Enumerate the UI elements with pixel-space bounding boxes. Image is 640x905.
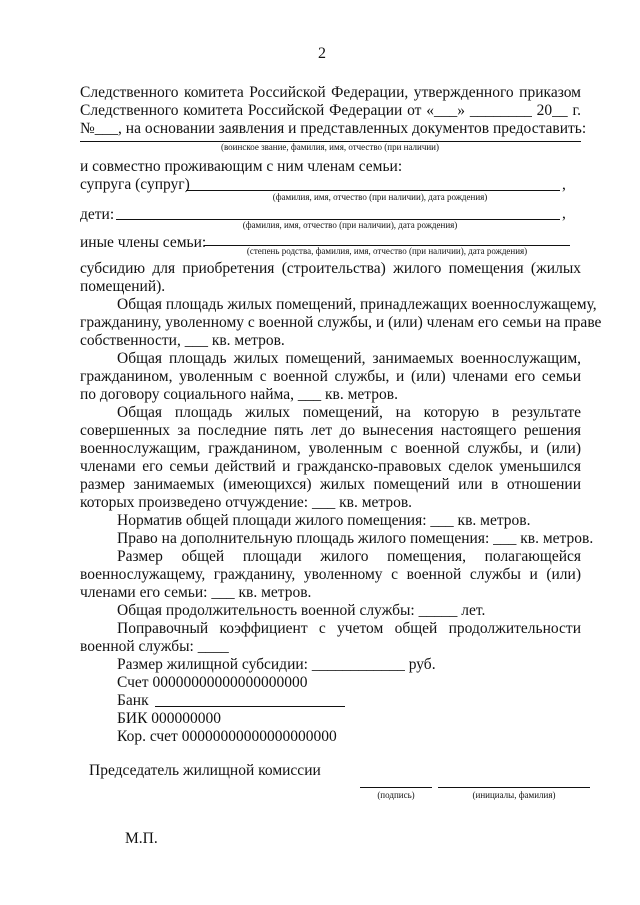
other-members-label: иные члены семьи:: [80, 234, 207, 251]
text-line: Счет 00000000000000000000: [117, 674, 308, 691]
text-line: Следственного комитета Российской Федерации от «___» ________ 20__ г.: [80, 102, 581, 119]
text-line: Размер общей площади жилого помещения, полагающейся: [117, 548, 581, 565]
signature-field[interactable]: [360, 787, 432, 788]
text-line: №___, на основании заявления и представленных документов предоставить:: [80, 120, 587, 137]
bank-label: Банк: [117, 692, 149, 709]
text-line: Общая площадь жилых помещений, принадлежащих военнослужащему,: [117, 296, 597, 313]
text-line: Общая площадь жилых помещений, занимаемых военнослужащим,: [117, 350, 581, 367]
text-line: Норматив общей площади жилого помещения: ___ кв. метров.: [117, 512, 531, 529]
text-line: военнослужащим, гражданином, уволенным с военной службы, и (или): [80, 440, 581, 457]
text-line: Общая площадь жилых помещений, на которую в результате: [117, 404, 581, 421]
text-line: БИК 000000000: [117, 710, 222, 727]
spouse-caption: (фамилия, имя, отчество (при наличии), дата рождения): [272, 192, 488, 202]
text-line: Поправочный коэффициент с учетом общей продолжительности: [117, 620, 581, 637]
text-line: по договору социального найма, ___ кв. метров.: [80, 386, 398, 403]
initials-field[interactable]: [438, 787, 590, 788]
text-line: размер занимаемых (имеющихся) жилых помещений или в отношении: [80, 476, 581, 493]
page-number: 2: [318, 45, 326, 62]
text-line: помещений).: [80, 278, 166, 295]
text-line: Право на дополнительную площадь жилого помещения: ___ кв. метров.: [117, 530, 594, 547]
other-members-caption: (степень родства, фамилия, имя, отчество (при наличии), дата рождения): [246, 246, 528, 256]
text-line: и совместно проживающим с ним членам семьи:: [80, 158, 403, 175]
text-line: которых произведено отчуждение: ___ кв. метров.: [80, 494, 413, 511]
comma: ,: [562, 176, 566, 193]
stamp-place: М.П.: [125, 830, 158, 847]
text-line: совершенных за последние пять лет до вынесения настоящего решения: [80, 422, 581, 439]
text-line: членами его семьи: ___ кв. метров.: [80, 584, 312, 601]
text-line: военнослужащему, гражданину, уволенному с военной службы и (или): [80, 566, 581, 583]
rank-name-caption: (воинское звание, фамилия, имя, отчество (при наличии): [221, 142, 439, 152]
text-line: Следственного комитета Российской Федерации, утвержденного приказом: [80, 84, 581, 101]
spouse-field[interactable]: [186, 190, 560, 191]
comma: ,: [562, 205, 566, 222]
signature-caption: (подпись): [377, 790, 415, 800]
text-line: членами его семьи действий и гражданско-правовых сделок уменьшился: [80, 458, 581, 475]
commission-chair-label: Председатель жилищной комиссии: [89, 762, 321, 779]
text-line: гражданину, уволенному с военной службы, и (или) членам его семьи на праве: [80, 314, 602, 331]
children-caption: (фамилия, имя, отчество (при наличии), дата рождения): [242, 220, 458, 230]
children-label: дети:: [80, 206, 115, 223]
text-line: Размер жилищной субсидии: ____________ руб.: [117, 656, 436, 673]
initials-caption: (инициалы, фамилия): [472, 790, 556, 800]
bank-field[interactable]: [155, 706, 345, 707]
text-line: гражданином, уволенным с военной службы, и (или) членами его семьи: [80, 368, 581, 385]
text-line: военной службы: ____: [80, 638, 229, 655]
text-line: собственности, ___ кв. метров.: [80, 332, 285, 349]
text-line: Общая продолжительность военной службы: _____ лет.: [117, 602, 486, 619]
spouse-label: супруга (супруг): [80, 176, 190, 193]
text-line: субсидию для приобретения (строительства) жилого помещения (жилых: [80, 260, 581, 277]
text-line: Кор. счет 00000000000000000000: [117, 728, 337, 745]
